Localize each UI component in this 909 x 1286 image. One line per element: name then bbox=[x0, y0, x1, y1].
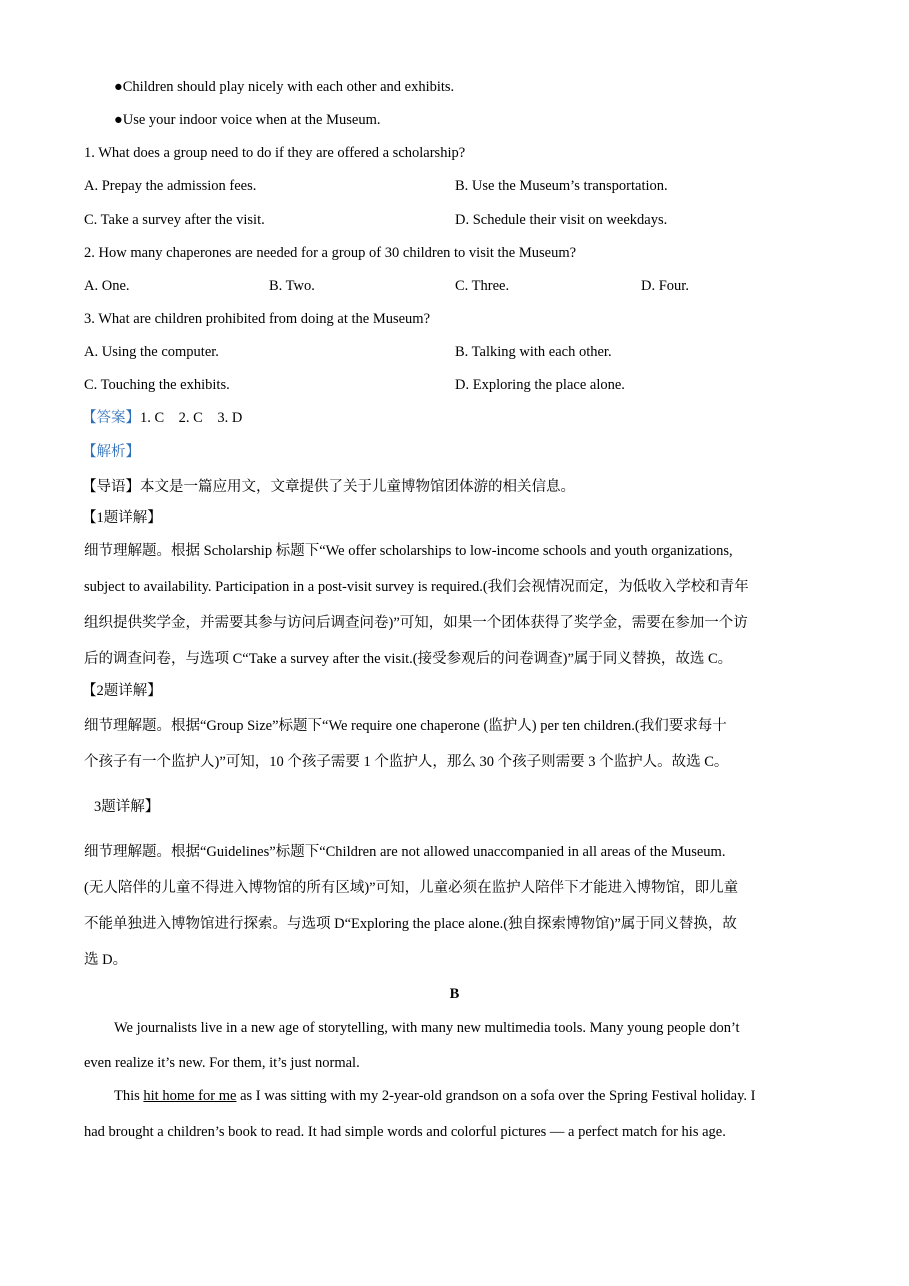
section-title: B bbox=[449, 986, 460, 1002]
question-2-stem: 2. How many chaperones are needed for a group of 30 children to visit the Museum? bbox=[84, 245, 577, 261]
question-1-option-a: A. Prepay the admission fees. bbox=[84, 178, 257, 194]
question-3-option-c: C. Touching the exhibits. bbox=[84, 377, 230, 393]
question-2-option-b: B. Two. bbox=[269, 278, 315, 294]
q1-heading: 【1题详解】 bbox=[82, 510, 162, 526]
question-1-option-d: D. Schedule their visit on weekdays. bbox=[455, 212, 668, 228]
question-1-option-c: C. Take a survey after the visit. bbox=[84, 212, 265, 228]
answer-text: 1. C 2. C 3. D bbox=[140, 410, 243, 426]
guideline-item: ●Children should play nicely with each other and exhibits. bbox=[114, 79, 455, 95]
guideline-item: ●Use your indoor voice when at the Museum. bbox=[114, 112, 381, 128]
question-3-stem: 3. What are children prohibited from doing at the Museum? bbox=[84, 311, 431, 327]
question-3-option-a: A. Using the computer. bbox=[84, 344, 219, 360]
q1-explanation-line: 后的调查问卷，与选项 C“Take a survey after the visit.(接受参观后的问卷调查)”属于同义替换，故选 C。 bbox=[84, 651, 733, 667]
underlined-phrase: hit home for me bbox=[143, 1088, 237, 1104]
passage-line: had brought a children’s book to read. It had simple words and colorful pictures — a perfect match for his age. bbox=[84, 1124, 726, 1140]
q1-explanation-line: 组织提供奖学金，并需要其参与访问后调查问卷)”可知，如果一个团体获得了奖学金，需要在参加一个访 bbox=[84, 615, 748, 631]
q3-explanation-line: 不能单独进入博物馆进行探索。与选项 D“Exploring the place alone.(独自探索博物馆)”属于同义替换，故 bbox=[84, 916, 737, 932]
q1-explanation-line: 细节理解题。根据 Scholarship 标题下“We offer scholarships to low-income schools and youth organizations, bbox=[84, 543, 733, 559]
q2-explanation-line: 个孩子有一个监护人)”可知，10 个孩子需要 1 个监护人，那么 30 个孩子则需要 3 个监护人。故选 C。 bbox=[84, 754, 729, 770]
passage-text: as I was sitting with my 2-year-old grandson on a sofa over the Spring Festival holiday. I bbox=[236, 1088, 756, 1104]
question-1-stem: 1. What does a group need to do if they are offered a scholarship? bbox=[84, 145, 466, 161]
q3-explanation-line: (无人陪伴的儿童不得进入博物馆的所有区域)”可知，儿童必须在监护人陪伴下才能进入博物馆，即儿童 bbox=[84, 880, 739, 896]
analysis-tag: 【解析】 bbox=[82, 444, 140, 460]
intro-text: 【导语】本文是一篇应用文，文章提供了关于儿童博物馆团体游的相关信息。 bbox=[82, 479, 575, 495]
q3-heading: 3题详解】 bbox=[94, 799, 160, 815]
question-2-option-c: C. Three. bbox=[455, 278, 510, 294]
passage-text: This bbox=[114, 1088, 144, 1104]
passage-line: We journalists live in a new age of storytelling, with many new multimedia tools. Many young people don’t bbox=[114, 1020, 740, 1036]
answer-tag: 【答案】 bbox=[82, 410, 140, 426]
question-3-option-d: D. Exploring the place alone. bbox=[455, 377, 625, 393]
q2-explanation-line: 细节理解题。根据“Group Size”标题下“We require one chaperone (监护人) per ten children.(我们要求每十 bbox=[84, 718, 727, 734]
passage-line: even realize it’s new. For them, it’s just normal. bbox=[84, 1055, 360, 1071]
question-1-option-b: B. Use the Museum’s transportation. bbox=[455, 178, 668, 194]
question-2-option-a: A. One. bbox=[84, 278, 130, 294]
question-2-option-d: D. Four. bbox=[641, 278, 689, 294]
passage-line bbox=[114, 1086, 756, 1106]
q3-explanation-line: 细节理解题。根据“Guidelines”标题下“Children are not allowed unaccompanied in all areas of the Museum. bbox=[84, 844, 726, 860]
answer-line bbox=[82, 408, 242, 428]
q2-heading: 【2题详解】 bbox=[82, 683, 162, 699]
q1-explanation-line: subject to availability. Participation in a post-visit survey is required.(我们会视情况而定，为低收入学校和青年 bbox=[84, 579, 749, 595]
question-3-option-b: B. Talking with each other. bbox=[455, 344, 612, 360]
q3-explanation-line: 选 D。 bbox=[84, 952, 128, 968]
